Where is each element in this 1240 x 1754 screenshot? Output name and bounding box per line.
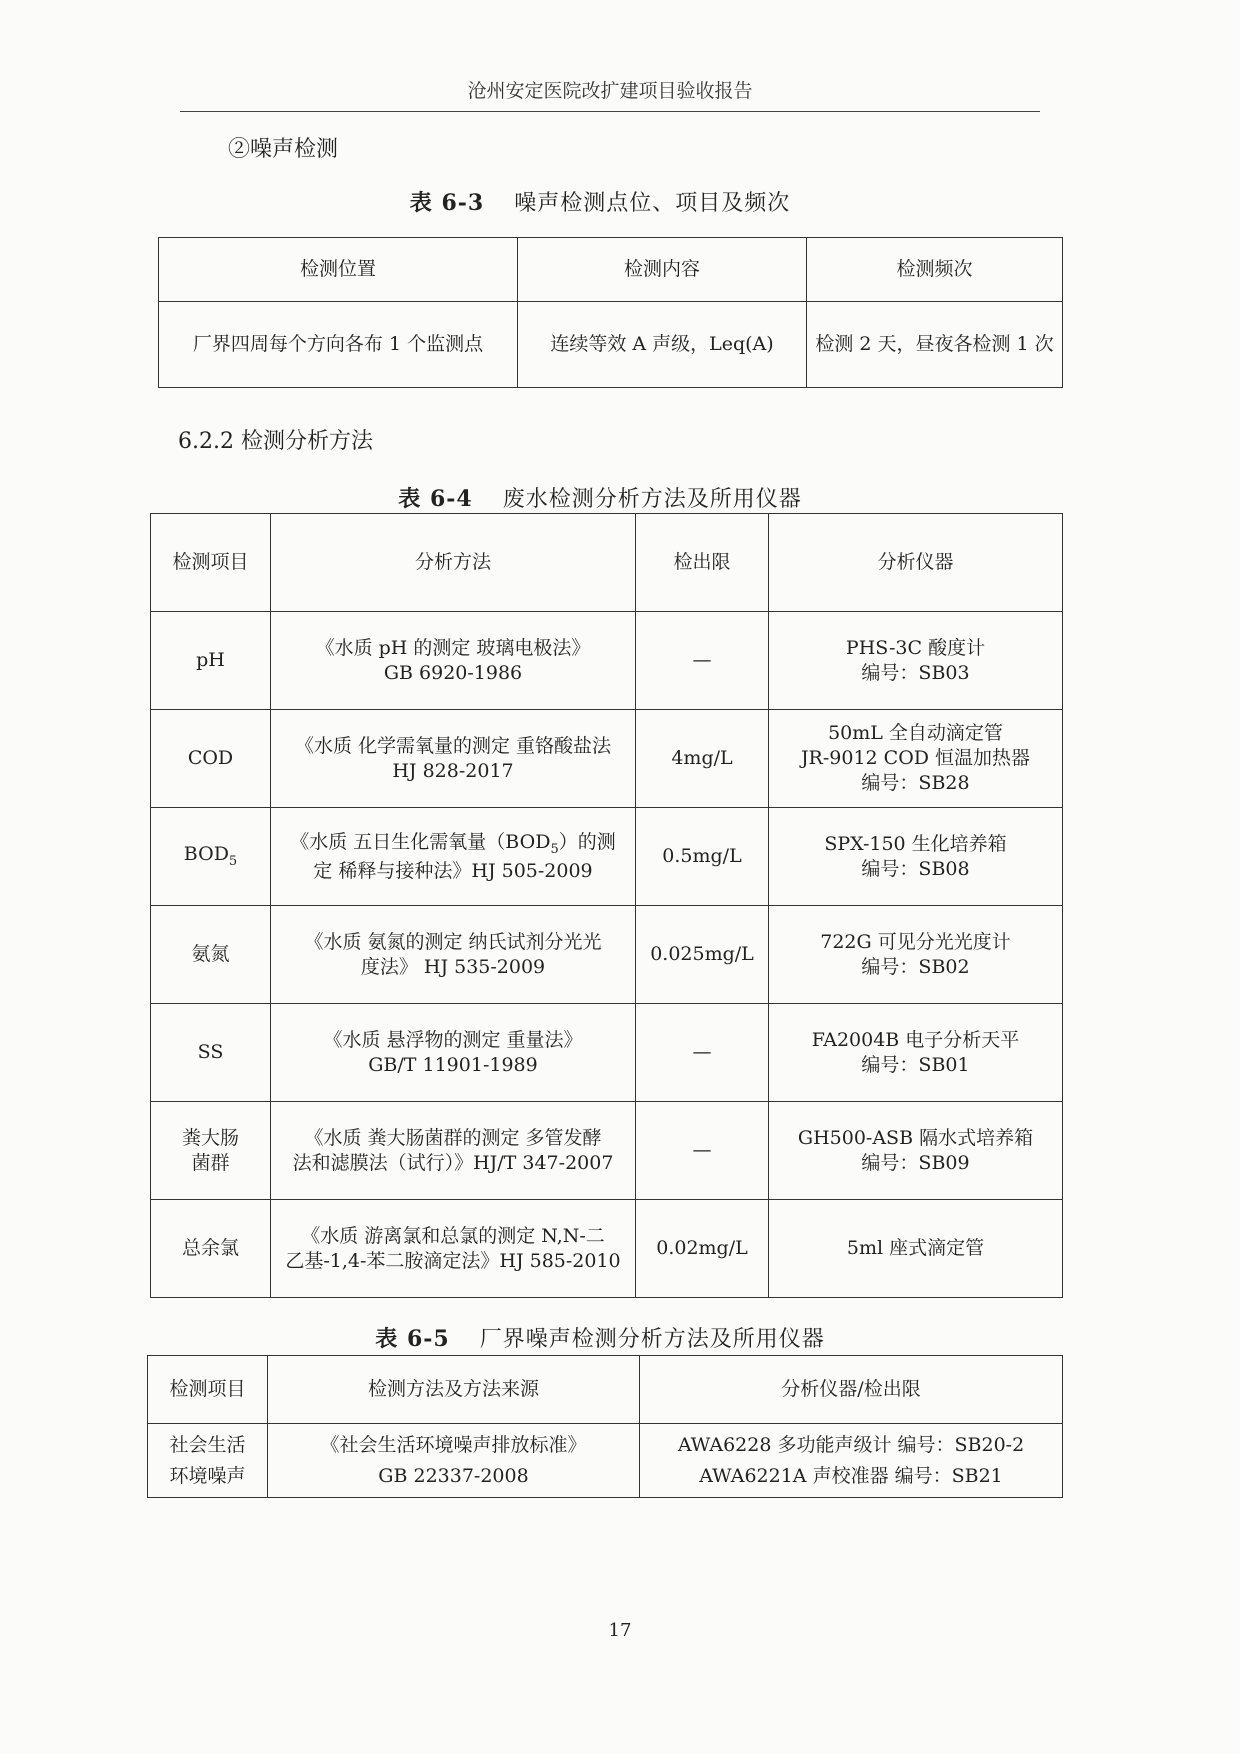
- method-line: 《水质 游离氯和总氯的测定 N,N-二: [301, 1224, 605, 1247]
- limit-cell: —: [636, 612, 769, 710]
- method-line: 《水质 pH 的测定 玻璃电极法》: [315, 636, 591, 659]
- item-cell: COD: [151, 710, 271, 808]
- item-line: 粪大肠: [181, 1126, 239, 1149]
- table-cell: 检测 2 天，昼夜各检测 1 次: [807, 302, 1063, 388]
- table-row: [159, 302, 1063, 388]
- table-6-3-caption-number: 表 6-3: [409, 190, 485, 216]
- method-subscript: 5: [550, 841, 559, 857]
- instrument-cell: [769, 1004, 1063, 1102]
- table-6-5: [147, 1355, 1063, 1498]
- table-row: [151, 808, 1063, 906]
- table-6-3-caption: [140, 186, 1060, 217]
- instrument-cell: [769, 906, 1063, 1004]
- limit-cell: —: [636, 1102, 769, 1200]
- limit-cell: —: [636, 1004, 769, 1102]
- method-line: 乙基-1,4-苯二胺滴定法》HJ 585-2010: [285, 1249, 621, 1272]
- instrument-line: AWA6221A 声校准器 编号：SB21: [699, 1464, 1003, 1487]
- instrument-line: 编号：SB01: [861, 1053, 970, 1076]
- instrument-line: 722G 可见分光光度计: [820, 930, 1011, 953]
- method-cell: [271, 612, 636, 710]
- item-cell: 总余氯: [151, 1200, 271, 1298]
- table-cell: 厂界四周每个方向各布 1 个监测点: [159, 302, 518, 388]
- instrument-line: 编号：SB03: [861, 661, 970, 684]
- table-header-cell: 分析仪器: [769, 514, 1063, 612]
- table-cell: 连续等效 A 声级，Leq(A): [518, 302, 807, 388]
- method-text: ）的测: [558, 830, 616, 853]
- item-cell: SS: [151, 1004, 271, 1102]
- method-line: [275, 830, 631, 859]
- table-6-3: [158, 237, 1063, 388]
- method-cell: [271, 710, 636, 808]
- instrument-line: SPX-150 生化培养箱: [824, 832, 1007, 855]
- item-cell: [151, 808, 271, 906]
- method-line: 《水质 粪大肠菌群的测定 多管发酵: [304, 1126, 602, 1149]
- page-header: 沧州安定医院改扩建项目验收报告: [180, 76, 1040, 112]
- section-6-2-2-heading: 6.2.2 检测分析方法: [178, 429, 373, 454]
- table-header-cell: 检测项目: [148, 1356, 268, 1424]
- method-line: 法和滤膜法（试行）》HJ/T 347-2007: [292, 1151, 614, 1174]
- table-header-row: [159, 238, 1063, 302]
- method-cell: [271, 1102, 636, 1200]
- method-line: 《水质 氨氮的测定 纳氏试剂分光光: [304, 930, 602, 953]
- table-6-4-caption-title: 废水检测分析方法及所用仪器: [502, 487, 802, 512]
- method-line: 定 稀释与接种法》HJ 505-2009: [313, 859, 593, 882]
- instrument-cell: 5ml 座式滴定管: [769, 1200, 1063, 1298]
- method-cell: [271, 906, 636, 1004]
- instrument-line: 编号：SB08: [861, 857, 970, 880]
- item-cell: 氨氮: [151, 906, 271, 1004]
- table-header-row: [151, 514, 1063, 612]
- method-line: HJ 828-2017: [392, 759, 514, 782]
- instrument-cell: [769, 612, 1063, 710]
- noise-section-heading: ②噪声检测: [228, 137, 339, 162]
- instrument-line: GH500-ASB 隔水式培养箱: [797, 1126, 1034, 1149]
- table-row: [151, 1200, 1063, 1298]
- instrument-line: PHS-3C 酸度计: [845, 636, 986, 659]
- table-6-5-caption: [140, 1322, 1060, 1353]
- instrument-line: AWA6228 多功能声级计 编号：SB20-2: [677, 1434, 1025, 1457]
- method-line: 《社会生活环境噪声排放标准》: [320, 1434, 587, 1457]
- item-line: 菌群: [191, 1151, 230, 1174]
- table-header-cell: 分析仪器/检出限: [640, 1356, 1063, 1424]
- limit-cell: 4mg/L: [636, 710, 769, 808]
- item-subscript: 5: [228, 853, 238, 869]
- table-header-cell: 分析方法: [271, 514, 636, 612]
- page-number: 17: [608, 1620, 632, 1641]
- table-6-4-caption-number: 表 6-4: [398, 486, 473, 512]
- item-text: BOD: [183, 843, 229, 866]
- method-line: GB 22337-2008: [378, 1464, 529, 1487]
- table-row: [151, 612, 1063, 710]
- item-line: 环境噪声: [169, 1464, 246, 1487]
- table-header-cell: 检测内容: [518, 238, 807, 302]
- table-6-4: [150, 513, 1063, 1298]
- table-row: [151, 710, 1063, 808]
- item-line: 社会生活: [169, 1434, 246, 1457]
- instrument-line: JR-9012 COD 恒温加热器: [800, 747, 1031, 770]
- table-header-cell: 检测频次: [807, 238, 1063, 302]
- method-line: 《水质 化学需氧量的测定 重铬酸盐法: [294, 734, 612, 757]
- table-row: [151, 1102, 1063, 1200]
- instrument-line: FA2004B 电子分析天平: [811, 1028, 1020, 1051]
- item-cell: pH: [151, 612, 271, 710]
- table-6-5-caption-number: 表 6-5: [375, 1326, 450, 1352]
- instrument-cell: [769, 808, 1063, 906]
- table-6-5-caption-title: 厂界噪声检测分析方法及所用仪器: [479, 1327, 825, 1352]
- instrument-line: 50mL 全自动滴定管: [828, 722, 1003, 745]
- instrument-line: 编号：SB02: [861, 955, 970, 978]
- table-header-cell: 检测方法及方法来源: [268, 1356, 640, 1424]
- method-text: 《水质 五日生化需氧量（BOD: [290, 830, 551, 853]
- method-cell: [271, 1200, 636, 1298]
- instrument-cell: [769, 710, 1063, 808]
- limit-cell: 0.025mg/L: [636, 906, 769, 1004]
- method-cell: [271, 808, 636, 906]
- table-6-3-caption-title: 噪声检测点位、项目及频次: [514, 191, 791, 216]
- item-cell: [148, 1424, 268, 1498]
- method-line: 度法》 HJ 535-2009: [360, 955, 546, 978]
- table-header-cell: 检出限: [636, 514, 769, 612]
- limit-cell: 0.02mg/L: [636, 1200, 769, 1298]
- instrument-line: 编号：SB09: [861, 1151, 970, 1174]
- instrument-cell: [769, 1102, 1063, 1200]
- method-line: GB 6920-1986: [383, 661, 523, 684]
- item-cell: [151, 1102, 271, 1200]
- method-line: 《水质 悬浮物的测定 重量法》: [323, 1028, 583, 1051]
- method-cell: [268, 1424, 640, 1498]
- table-row: [148, 1424, 1063, 1498]
- instrument-cell: [640, 1424, 1063, 1498]
- table-header-cell: 检测位置: [159, 238, 518, 302]
- method-cell: [271, 1004, 636, 1102]
- table-header-row: [148, 1356, 1063, 1424]
- table-row: [151, 1004, 1063, 1102]
- table-row: [151, 906, 1063, 1004]
- method-line: GB/T 11901-1989: [368, 1053, 538, 1076]
- instrument-line: 编号：SB28: [861, 771, 970, 794]
- limit-cell: 0.5mg/L: [636, 808, 769, 906]
- table-6-4-caption: [140, 482, 1060, 513]
- table-header-cell: 检测项目: [151, 514, 271, 612]
